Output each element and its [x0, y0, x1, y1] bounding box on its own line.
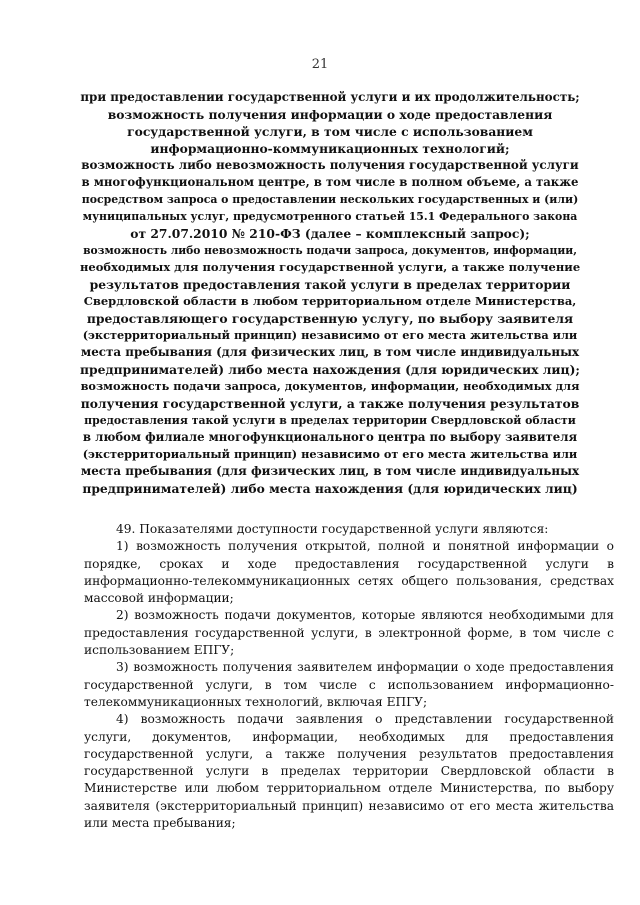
bold-line: места пребывания (для физических лиц, в том числе индивидуальных	[80, 464, 580, 478]
bold-line: возможность подачи запроса, документов, информации, необходимых для	[80, 379, 580, 393]
list-item: 4) возможность подачи заявления о представлении государственной услуги, документов, информации, необходимых для предоставления государственной услуги, а также получения результатов предоставления государственной услуги в пределах территории Свердловской области в Министерстве или любом территориальном отделе Министерства, по выбору заявителя (экстерриториальный принцип) независимо от его места жительства или места пребывания;	[84, 712, 614, 831]
list-item: 2) возможность подачи документов, которые являются необходимыми для предоставления государственной услуги, в электронной форме, в том числе с использованием ЕПГУ;	[84, 608, 614, 658]
bold-line: предпринимателей) либо места нахождения (для юридических лиц);	[80, 362, 580, 377]
bold-line: места пребывания (для физических лиц, в том числе индивидуальных	[80, 345, 580, 359]
bold-line: возможность либо невозможность получения государственной услуги	[81, 158, 579, 172]
bold-line: возможность получения информации о ходе предоставления	[107, 107, 553, 122]
bold-line: (экстерриториальный принцип) независимо от его места жительства или	[82, 447, 578, 461]
list-item: 1) возможность получения открытой, полной и понятной информации о порядке, сроках и ходе предоставления государственной услуги в информационно-телекоммуникационных сетях общего пользования, средствах массовой информации;	[84, 539, 614, 606]
bold-line: предоставления такой услуги в пределах территории Свердловской области	[84, 414, 576, 427]
bold-line: информационно-коммуникационных технологий;	[150, 141, 510, 156]
bold-line: предпринимателей) либо места нахождения (для юридических лиц)	[82, 481, 578, 496]
bold-line: получения государственной услуги, а также получения результатов	[80, 396, 580, 411]
bold-line: посредством запроса о предоставлении нескольких государственных и (или)	[81, 193, 579, 206]
section-49	[84, 521, 614, 832]
bold-line: при предоставлении государственной услуги и их продолжительность;	[80, 90, 580, 104]
bold-line: в многофункциональном центре, в том числе в полном объеме, а также	[81, 175, 579, 189]
bold-line: необходимых для получения государственной услуги, а также получение	[80, 260, 581, 274]
bold-line: возможность либо невозможность подачи запроса, документов, информации,	[83, 244, 577, 257]
bold-line: государственной услуги, в том числе с использованием	[127, 124, 533, 139]
bold-line: предоставляющего государственную услугу, по выбору заявителя	[86, 311, 574, 326]
list-item: 3) возможность получения заявителем информации о ходе предоставления государственной услуги, в том числе с использованием информационно-телекоммуникационных технологий, включая ЕПГУ;	[84, 660, 614, 709]
bold-line: муниципальных услуг, предусмотренного статьей 15.1 Федерального закона	[82, 210, 578, 223]
bold-paragraph-block	[80, 89, 580, 497]
bold-line: в любом филиале многофункционального центра по выбору заявителя	[82, 430, 578, 444]
page-number: 21	[311, 57, 329, 72]
section-heading: 49. Показателями доступности государственной услуги являются:	[116, 522, 549, 536]
bold-line: (экстерриториальный принцип) независимо от его места жительства или	[82, 328, 578, 342]
bold-line: Свердловской области в любом территориальном отделе Министерства,	[83, 294, 577, 308]
bold-line: от 27.07.2010 № 210-ФЗ (далее – комплексный запрос);	[130, 226, 530, 241]
bold-line: результатов предоставления такой услуги в пределах территории	[89, 277, 571, 292]
